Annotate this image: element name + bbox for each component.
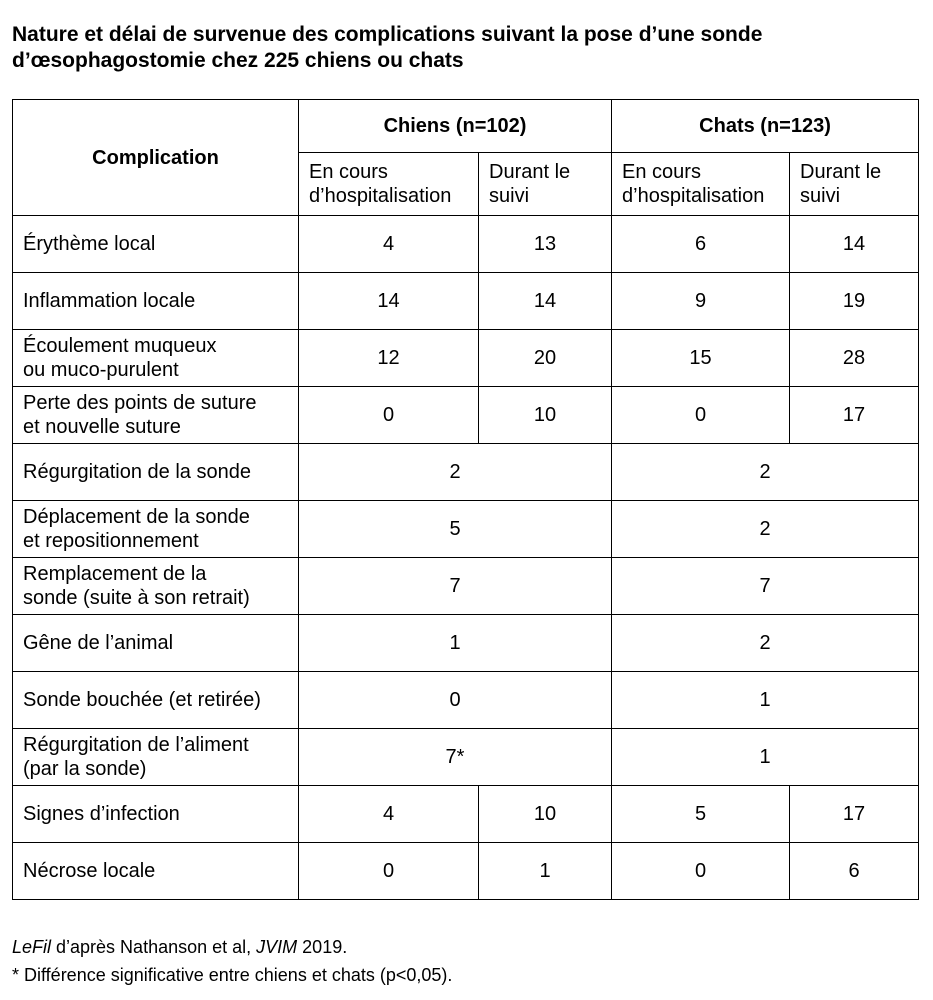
header-followup-line-1: Durant le — [489, 161, 571, 183]
row-label-line-2: (par la sonde) — [23, 758, 147, 780]
cell-dogs-followup: 1 — [479, 843, 612, 900]
row-label-line-1: Érythème local — [23, 233, 156, 255]
cell-dogs-followup: 13 — [479, 216, 612, 273]
row-label — [13, 558, 299, 615]
source-line — [12, 933, 452, 961]
cell-dogs-hosp: 0 — [299, 387, 479, 444]
cell-cats-followup: 28 — [790, 330, 919, 387]
cell-cats-hosp: 5 — [612, 786, 790, 843]
row-label-line-1: Régurgitation de la sonde — [23, 461, 251, 483]
header-dogs: Chiens (n=102) — [299, 100, 612, 153]
row-label — [13, 330, 299, 387]
source-journal-lefil: LeFil — [12, 937, 52, 957]
row-label — [13, 501, 299, 558]
footer — [12, 933, 452, 989]
cell-dogs-hosp: 4 — [299, 786, 479, 843]
row-label-line-1: Gêne de l’animal — [23, 632, 174, 654]
table-row — [13, 330, 919, 387]
table-row — [13, 216, 919, 273]
table-row — [13, 843, 919, 900]
significance-note: * Différence significative entre chiens et chats (p<0,05). — [12, 965, 453, 985]
source-text-2: 2019. — [297, 937, 348, 957]
row-label — [13, 273, 299, 330]
cell-dogs-total: 1 — [299, 615, 612, 672]
table-row — [13, 786, 919, 843]
header-hosp-line-2: d’hospitalisation — [622, 185, 765, 207]
cell-dogs-followup: 10 — [479, 387, 612, 444]
cell-dogs-hosp: 4 — [299, 216, 479, 273]
source-journal-jvim: JVIM — [256, 937, 298, 957]
cell-dogs-total: 0 — [299, 672, 612, 729]
cell-cats-total: 2 — [612, 501, 919, 558]
table-row — [13, 672, 919, 729]
row-label — [13, 387, 299, 444]
table-row — [13, 729, 919, 786]
row-label — [13, 444, 299, 501]
row-label-line-2: ou muco-purulent — [23, 359, 179, 381]
header-hosp-line-1: En cours — [622, 161, 701, 183]
row-label-line-1: Régurgitation de l’aliment — [23, 734, 249, 756]
cell-dogs-followup: 14 — [479, 273, 612, 330]
header-cats: Chats (n=123) — [612, 100, 919, 153]
cell-dogs-total: 7 — [299, 558, 612, 615]
cell-dogs-followup: 20 — [479, 330, 612, 387]
cell-cats-followup: 19 — [790, 273, 919, 330]
table-row — [13, 444, 919, 501]
cell-cats-hosp: 0 — [612, 843, 790, 900]
row-label — [13, 216, 299, 273]
complications-table — [12, 99, 919, 900]
row-label-line-1: Perte des points de suture — [23, 392, 257, 414]
table-row — [13, 615, 919, 672]
header-row-main — [13, 100, 919, 153]
header-cats-followup — [790, 153, 919, 216]
title-line-2: d’œsophagostomie chez 225 chiens ou chats — [12, 49, 464, 72]
row-label-line-1: Inflammation locale — [23, 290, 196, 312]
cell-dogs-followup: 10 — [479, 786, 612, 843]
table-row — [13, 558, 919, 615]
header-followup-line-2: suivi — [800, 185, 841, 207]
row-label-line-1: Sonde bouchée (et retirée) — [23, 689, 261, 711]
header-complication: Complication — [13, 100, 299, 216]
row-label — [13, 615, 299, 672]
row-label-line-1: Écoulement muqueux — [23, 335, 217, 357]
header-followup-line-1: Durant le — [800, 161, 882, 183]
cell-cats-total: 1 — [612, 672, 919, 729]
table-title — [12, 22, 912, 74]
cell-cats-hosp: 9 — [612, 273, 790, 330]
cell-dogs-total: 7* — [299, 729, 612, 786]
table-row — [13, 273, 919, 330]
cell-cats-total: 1 — [612, 729, 919, 786]
cell-dogs-total: 5 — [299, 501, 612, 558]
cell-dogs-total: 2 — [299, 444, 612, 501]
cell-cats-total: 2 — [612, 615, 919, 672]
cell-dogs-hosp: 0 — [299, 843, 479, 900]
cell-cats-hosp: 15 — [612, 330, 790, 387]
row-label — [13, 672, 299, 729]
cell-cats-hosp: 6 — [612, 216, 790, 273]
header-followup-line-2: suivi — [489, 185, 530, 207]
row-label-line-2: sonde (suite à son retrait) — [23, 587, 250, 609]
header-hosp-line-2: d’hospitalisation — [309, 185, 452, 207]
row-label-line-1: Nécrose locale — [23, 860, 156, 882]
cell-cats-followup: 14 — [790, 216, 919, 273]
header-hosp-line-1: En cours — [309, 161, 388, 183]
row-label — [13, 786, 299, 843]
row-label-line-2: et repositionnement — [23, 530, 199, 552]
row-label-line-1: Signes d’infection — [23, 803, 180, 825]
cell-cats-followup: 6 — [790, 843, 919, 900]
cell-dogs-hosp: 14 — [299, 273, 479, 330]
title-line-1: Nature et délai de survenue des complications suivant la pose d’une sonde — [12, 23, 763, 46]
header-cats-hospitalisation — [612, 153, 790, 216]
header-dogs-hospitalisation — [299, 153, 479, 216]
row-label-line-1: Déplacement de la sonde — [23, 506, 250, 528]
row-label — [13, 729, 299, 786]
row-label — [13, 843, 299, 900]
cell-cats-total: 2 — [612, 444, 919, 501]
source-text-1: d’après Nathanson et al, — [51, 937, 257, 957]
table-row — [13, 387, 919, 444]
cell-cats-hosp: 0 — [612, 387, 790, 444]
cell-cats-followup: 17 — [790, 387, 919, 444]
row-label-line-2: et nouvelle suture — [23, 416, 181, 438]
row-label-line-1: Remplacement de la — [23, 563, 207, 585]
header-dogs-followup — [479, 153, 612, 216]
cell-cats-total: 7 — [612, 558, 919, 615]
cell-cats-followup: 17 — [790, 786, 919, 843]
cell-dogs-hosp: 12 — [299, 330, 479, 387]
table-row — [13, 501, 919, 558]
